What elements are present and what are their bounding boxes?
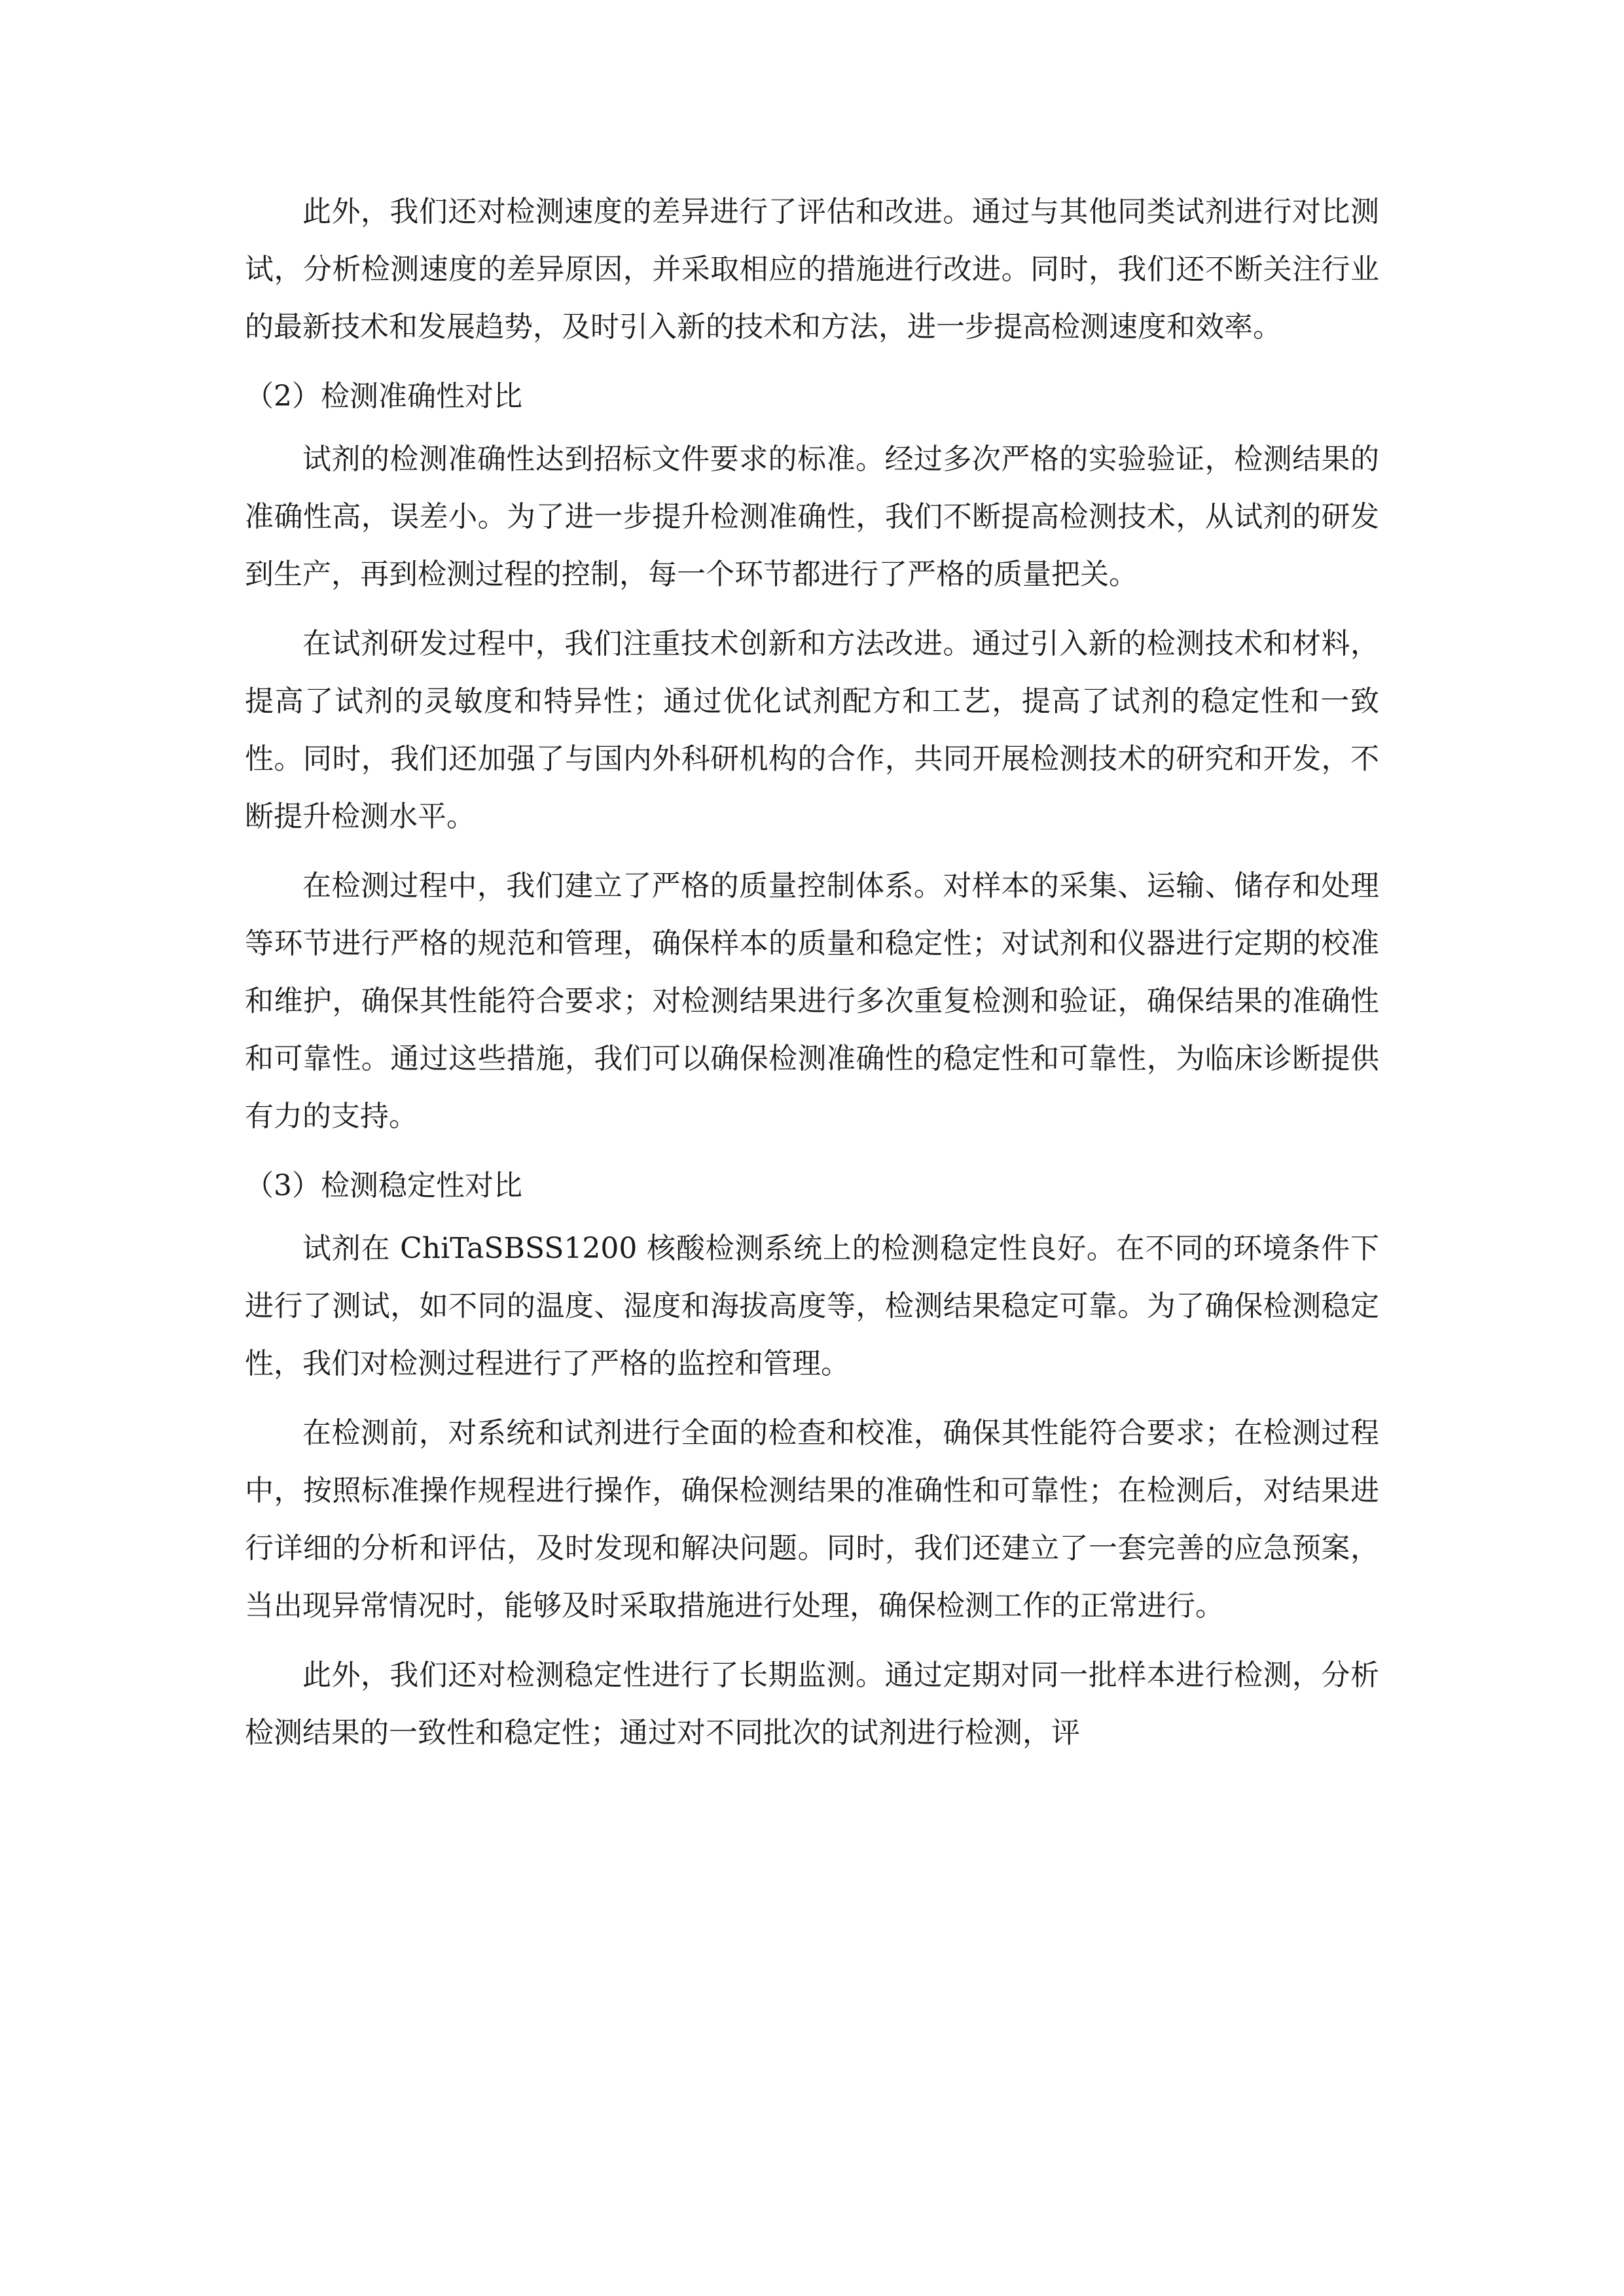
paragraph-long-term-monitoring: 此外，我们还对检测稳定性进行了长期监测。通过定期对同一批样本进行检测，分析检测结果的一致性和稳定性；通过对不同批次的试剂进行检测，评 [245, 1659, 1379, 1749]
document-body [245, 183, 1379, 1774]
paragraph-accuracy-standard: 试剂的检测准确性达到招标文件要求的标准。经过多次严格的实验验证，检测结果的准确性高，误差小。为了进一步提升检测准确性，我们不断提高检测技术，从试剂的研发到生产，再到检测过程的控制，每一个环节都进行了严格的质量把关。 [245, 442, 1379, 591]
paragraph-quality-control: 在检测过程中，我们建立了严格的质量控制体系。对样本的采集、运输、储存和处理等环节进行严格的规范和管理，确保样本的质量和稳定性；对试剂和仪器进行定期的校准和维护，确保其性能符合要求；对检测结果进行多次重复检测和验证，确保结果的准确性和可靠性。通过这些措施，我们可以确保检测准确性的稳定性和可靠性，为临床诊断提供有力的支持。 [245, 869, 1379, 1133]
section-heading-accuracy: （2）检测准确性对比 [245, 380, 522, 413]
paragraph-reagent-development: 在试剂研发过程中，我们注重技术创新和方法改进。通过引入新的检测技术和材料，提高了试剂的灵敏度和特异性；通过优化试剂配方和工艺，提高了试剂的稳定性和一致性。同时，我们还加强了与国内外科研机构的合作，共同开展检测技术的研究和开发，不断提升检测水平。 [245, 627, 1379, 833]
paragraph-stability-testing: 试剂在 ChiTaSBSS1200 核酸检测系统上的检测稳定性良好。在不同的环境条件下进行了测试，如不同的温度、湿度和海拔高度等，检测结果稳定可靠。为了确保检测稳定性，我们对检测过程进行了严格的监控和管理。 [245, 1232, 1379, 1380]
paragraph-speed-improvement: 此外，我们还对检测速度的差异进行了评估和改进。通过与其他同类试剂进行对比测试，分析检测速度的差异原因，并采取相应的措施进行改进。同时，我们还不断关注行业的最新技术和发展趋势，及时引入新的技术和方法，进一步提高检测速度和效率。 [245, 195, 1379, 344]
section-heading-stability: （3）检测稳定性对比 [245, 1169, 522, 1202]
paragraph-detection-procedure: 在检测前，对系统和试剂进行全面的检查和校准，确保其性能符合要求；在检测过程中，按照标准操作规程进行操作，确保检测结果的准确性和可靠性；在检测后，对结果进行详细的分析和评估，及时发现和解决问题。同时，我们还建立了一套完善的应急预案，当出现异常情况时，能够及时采取措施进行处理，确保检测工作的正常进行。 [245, 1416, 1379, 1623]
